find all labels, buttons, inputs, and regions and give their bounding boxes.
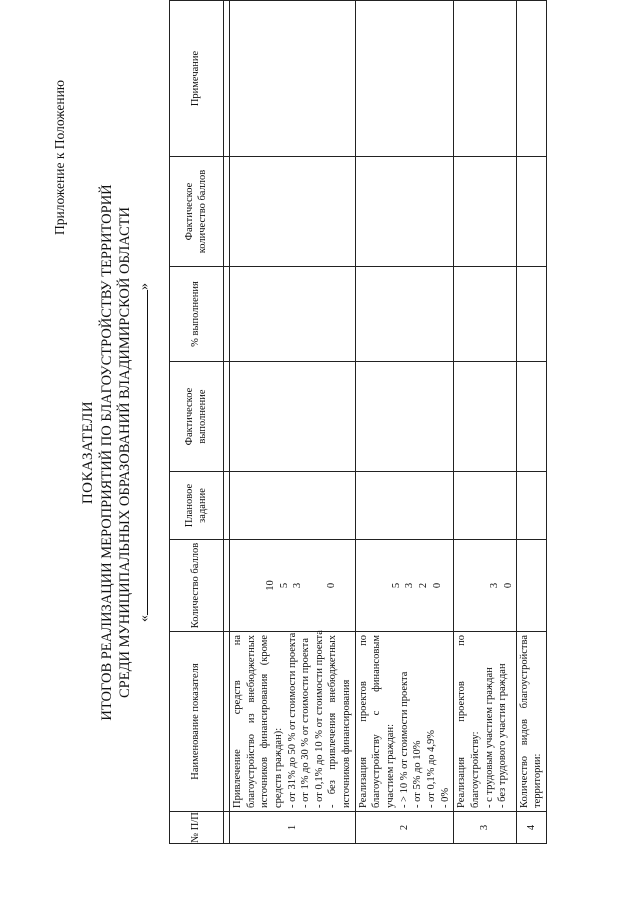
document-title: ПОКАЗАТЕЛИ	[80, 400, 96, 505]
points-value: 3	[404, 582, 416, 589]
points-value: 0	[502, 582, 514, 589]
col-header-number: № П/П	[170, 812, 224, 844]
document-subtitle-line1: ИТОГОВ РЕАЛИЗАЦИИ МЕРОПРИЯТИЙ ПО БЛАГОУСТРОЙСТВУ ТЕРРИТОРИЙ	[99, 184, 115, 721]
indicator-name: Реализация проектов по благоустройству: - с трудовым участием граждан - без трудового участия граждан	[454, 632, 516, 812]
indicator-name: Привлечение средств на благоустройство из внебюджетных источников финансирования (кроме средств граждан): - от 31% до 50 % от стоимости проекта - от 1% до 30 % от стоимости проекта - от 0,1% до 10 % от стоимости проекта - без привлечения внебюджетных источников финансирования	[230, 632, 356, 812]
actual-points-cell	[516, 157, 546, 267]
table-row	[516, 1, 546, 844]
points-value: 0	[431, 582, 443, 589]
points-value: 3	[292, 582, 304, 589]
table-row	[454, 1, 516, 844]
actual-cell	[454, 362, 516, 472]
contest-name-line	[135, 0, 153, 905]
indicator-name: Количество видов благоустройства территории:	[516, 632, 546, 812]
col-header-points: Количество баллов	[170, 540, 224, 632]
points-cell	[516, 540, 546, 632]
quote-close: »	[137, 283, 152, 290]
points-value: 3	[489, 582, 501, 589]
percent-cell	[454, 267, 516, 362]
document-subtitle-line2: СРЕДИ МУНИЦИПАЛЬНЫХ ОБРАЗОВАНИЙ ВЛАДИМИРСКОЙ ОБЛАСТИ	[117, 206, 133, 699]
col-header-percent: % выполнения	[170, 267, 224, 362]
contest-name-blank	[135, 290, 148, 615]
actual-cell	[355, 362, 453, 472]
actual-cell	[516, 362, 546, 472]
actual-points-cell	[230, 157, 356, 267]
col-header-plan: Плановое задание	[170, 472, 224, 540]
table-row	[355, 1, 453, 844]
points-cell	[355, 540, 453, 632]
table-row	[230, 1, 356, 844]
table-header-row	[170, 1, 224, 844]
indicator-name: Реализация проектов по благоустройству с финансовым участием граждан: - > 10 % от стоимости проекта - от 5% до 10% - от 0,1% до 4,9% - 0%	[355, 632, 453, 812]
row-number: 3	[454, 812, 516, 844]
plan-cell	[355, 472, 453, 540]
points-cell	[454, 540, 516, 632]
col-header-note: Примечание	[170, 1, 224, 157]
plan-cell	[516, 472, 546, 540]
indicators-table	[169, 0, 547, 844]
row-number: 4	[516, 812, 546, 844]
quote-open: «	[137, 615, 152, 622]
note-cell	[516, 1, 546, 157]
percent-cell	[516, 267, 546, 362]
points-value: 0	[325, 582, 337, 589]
actual-points-cell	[355, 157, 453, 267]
points-value: 10	[265, 580, 276, 591]
percent-cell	[355, 267, 453, 362]
plan-cell	[230, 472, 356, 540]
percent-cell	[230, 267, 356, 362]
points-value: 5	[390, 582, 402, 589]
plan-cell	[454, 472, 516, 540]
col-header-actual-points: Фактическое количество баллов	[170, 157, 224, 267]
points-cell	[230, 540, 356, 632]
note-cell	[355, 1, 453, 157]
row-number: 1	[230, 812, 356, 844]
actual-points-cell	[454, 157, 516, 267]
points-value: 5	[278, 582, 290, 589]
note-cell	[230, 1, 356, 157]
actual-cell	[230, 362, 356, 472]
col-header-name: Наименование показателя	[170, 632, 224, 812]
col-header-actual: Фактическое выполнение	[170, 362, 224, 472]
note-cell	[454, 1, 516, 157]
points-value: 2	[418, 582, 430, 589]
row-number: 2	[355, 812, 453, 844]
appendix-caption: Приложение к Положению	[52, 80, 67, 235]
